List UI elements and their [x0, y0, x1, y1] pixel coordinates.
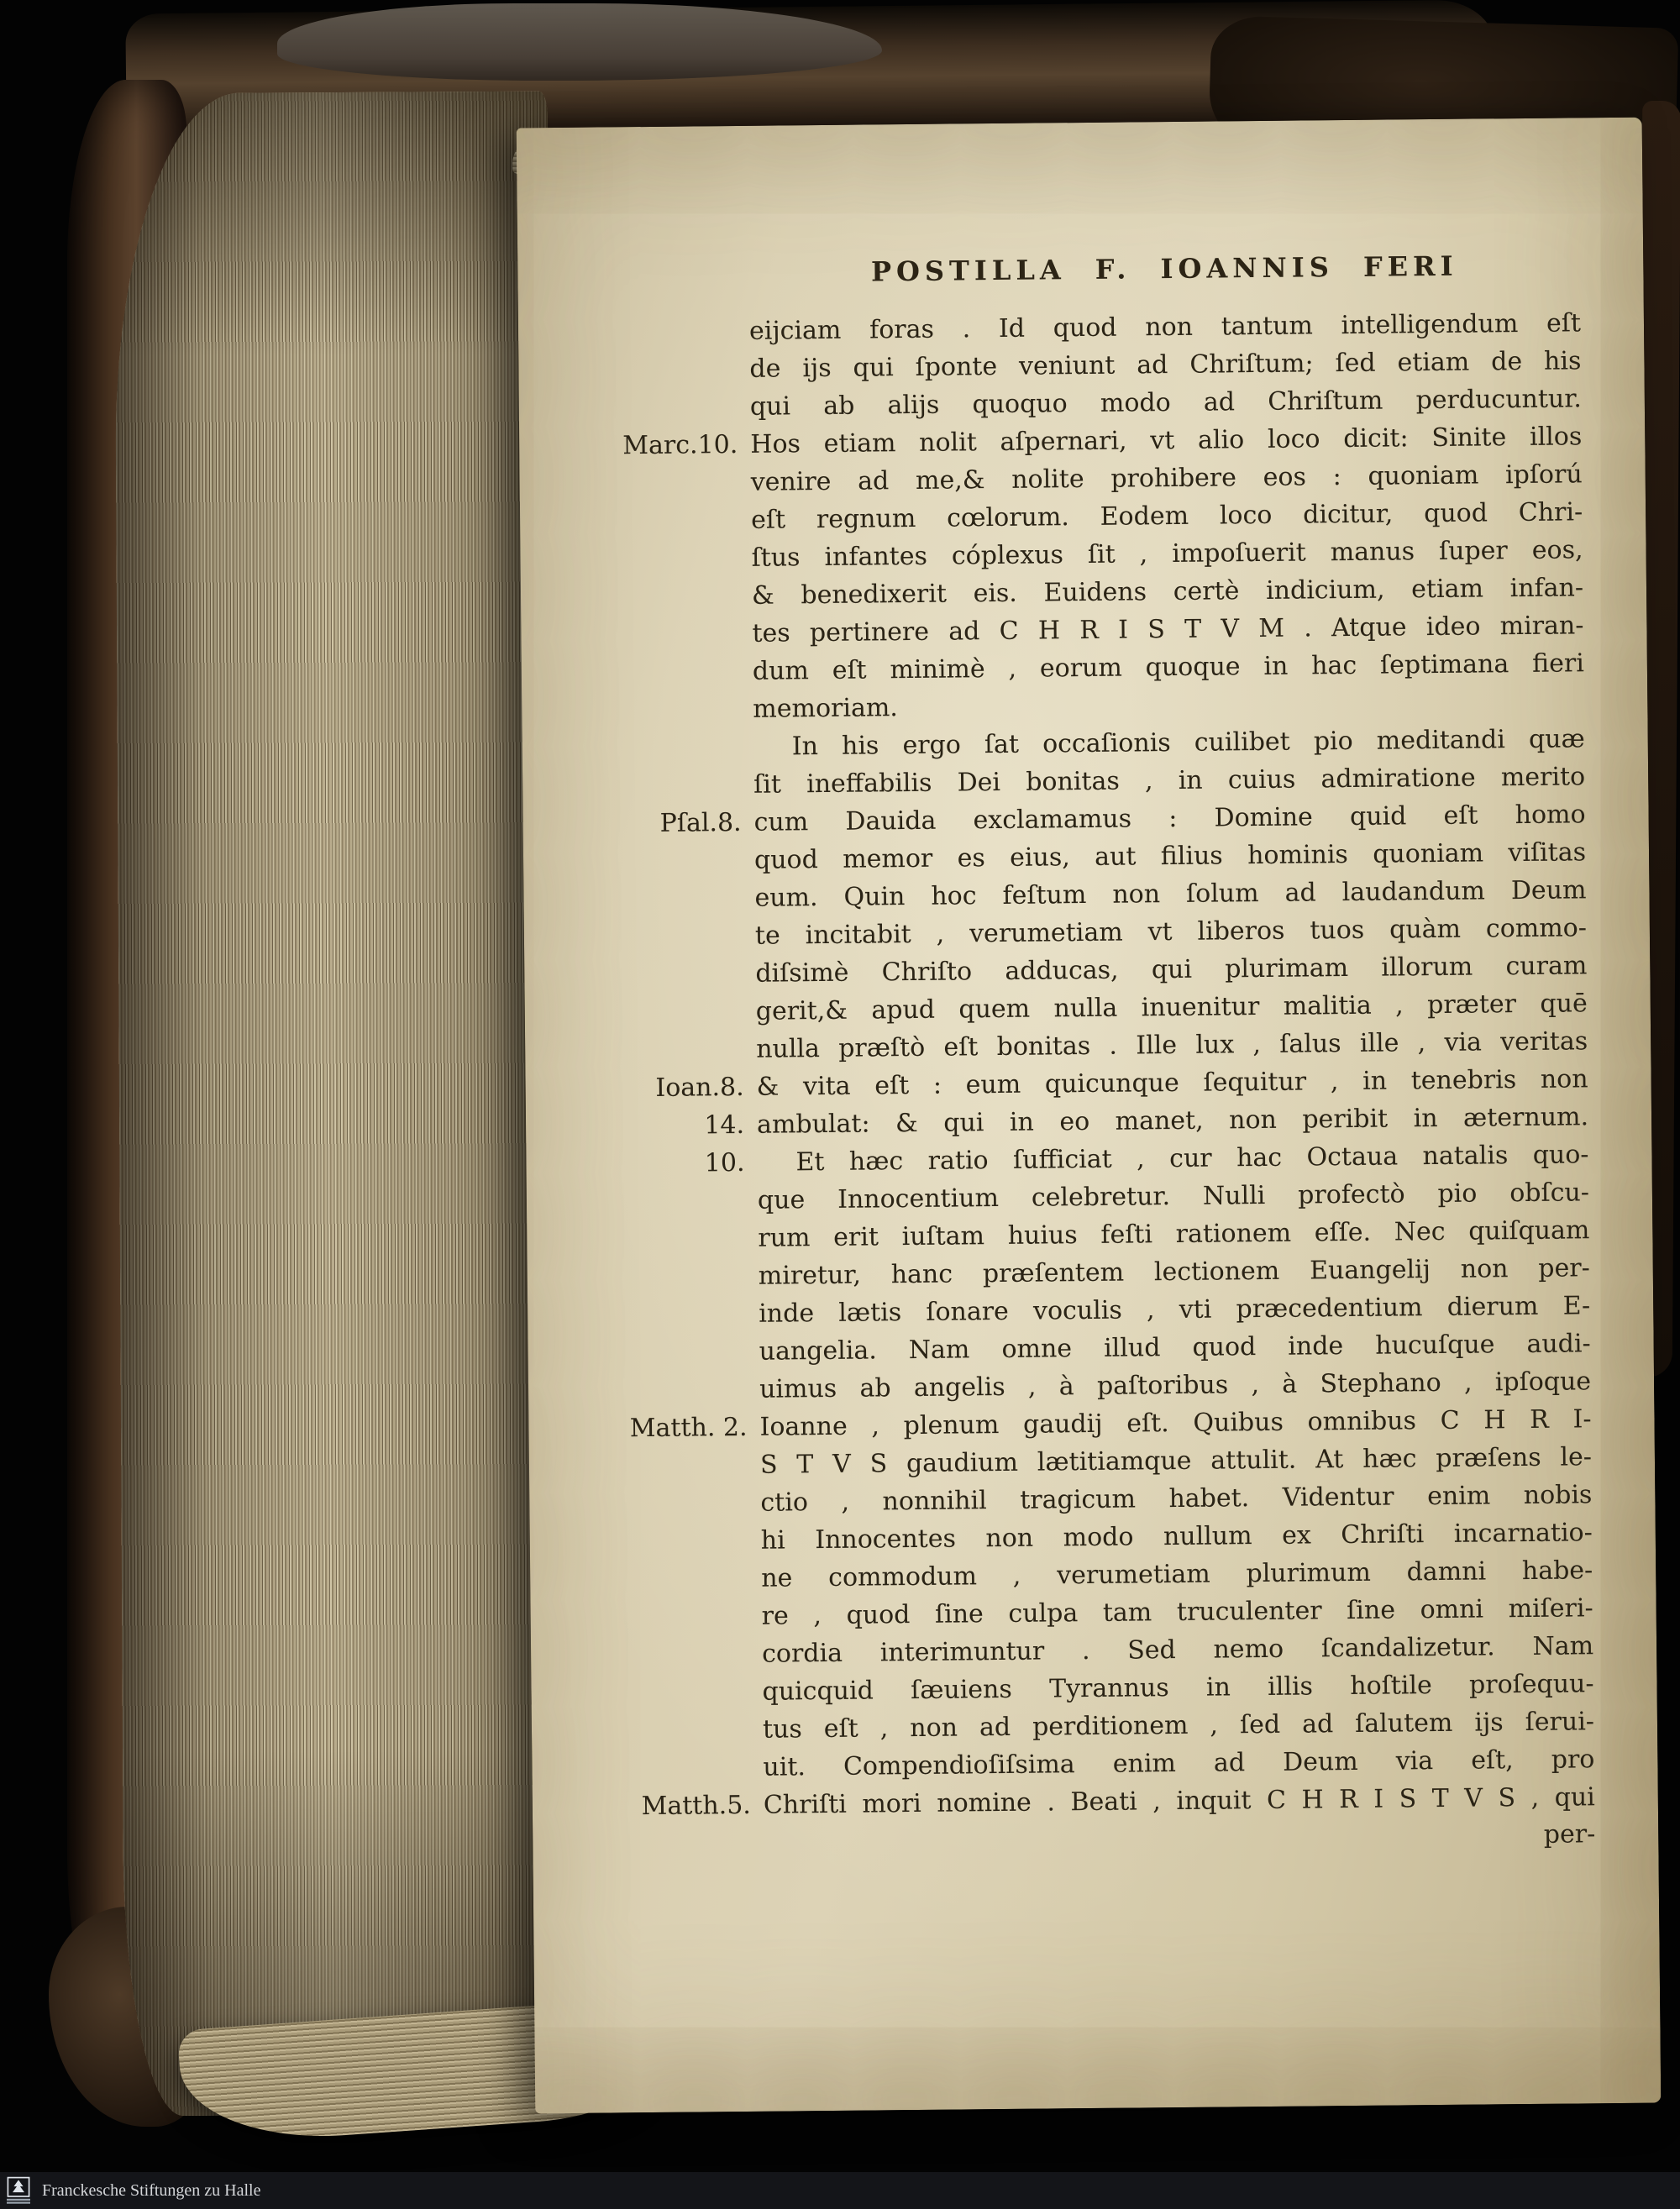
body-text-block	[749, 304, 1595, 1823]
paragraph-2-text: In his ergo ſat occaſionis cuilibet pio meditandi quæ ſit ineffabilis Dei bonitas , in cuius admiratione merito cum Dauida exclamamus : Domine quid eſt homo quod memor es eius, aut filius hominis quoniam viſitas eum. Quin hoc feſtum non ſolum ad laudandum Deum te incitabit , verumetiam vt liberos tuos quàm commo- diſsimè Chriſto adducas, qui plurimam illorum curam gerit,& apud quem nulla inuenitur malitia , præter quē nulla præſtò eſt bonitas . Ille lux , ſalus ille , via veritas & vita eſt : eum quicunque ſequitur , in tenebris non ambulat: & qui in eo manet, non peribit in æternum.	[753, 724, 1589, 1140]
margin-note-10: 10.	[704, 1147, 745, 1178]
paragraph-1	[749, 304, 1585, 727]
watermark-bar	[0, 2172, 1680, 2209]
paragraph-3	[757, 1136, 1595, 1823]
margin-note-14: 14.	[704, 1110, 745, 1141]
paragraph-3-text: Et hæc ratio ſufficiat , cur hac Octaua natalis quo- que Innocentium celebretur. Nulli profectò pio obſcu- rum erit iuſtam huius feſti rationem eſſe. Nec quiſquam miretur, hanc præſentem lectionem Euangelij non per- inde lætis ſonare voculis , vti præcedentium dierum E- uangelia. Nam omne illud quod inde hucuſque audi- uimus ab angelis , à paſtoribus , à Stephano , ipſoque Ioanne , plenum gaudij eſt. Quibus omnibus C H R I- S T V S gaudium lætitiamque attulit. At hæc præſens le- ctio , nonnihil tragicum habet. Videntur enim nobis hi Innocentes non modo nullum ex Chriſti incarnatio- ne commodum , verumetiam plurimum damni habe- re , quod ſine culpa tam truculenter ſine omni miſeri- cordia interimuntur . Sed nemo ſcandalizetur. Nam quicquid ſæuiens Tyrannus in illis hoſtile proſequu- tus eſt , non ad perditionem , ſed ad ſalutem ijs ſerui- uit. Compendioſiſsima enim ad Deum via eſt, pro Chriſti mori nomine . Beati , inquit C H R I S T V S , qui	[757, 1140, 1595, 1820]
running-title: POSTILLA F. IOANNIS FERI	[870, 249, 1458, 288]
margin-note-psal-8: Pſal.8.	[659, 807, 742, 838]
margin-note-matth-5: Matth.5.	[641, 1790, 752, 1822]
margin-note-marc-10: Marc.10.	[622, 429, 738, 461]
paragraph-1-text: eijciam foras . Id quod non tantum intelligendum eſt de ijs qui ſponte veniunt ad Chriſtum; ſed etiam de his qui ab alijs quoquo modo ad Chriſtum perducuntur. Hos etiam nolit aſpernari, vt alio loco dicit: Sinite illos venire ad me,& nolite prohibere eos : quoniam ipſorú eſt regnum cœlorum. Eodem loco dicitur, quod Chri- ſtus infantes cóplexus ſit , impoſuerit manus ſuper eos, & benedixerit eis. Euidens certè indicium, etiam infan- tes pertinere ad C H R I S T V M . Atque ideo miran- dum eſt minimè , eorum quoque in hac ſeptimana fieri	[748, 308, 1585, 686]
book-page	[517, 118, 1662, 2114]
franckesche-stiftungen-logo-icon	[7, 2176, 30, 2205]
page-edges-fan	[114, 92, 559, 2117]
catchword: per-	[1543, 1819, 1596, 1850]
margin-note-ioan-8: Ioan.8.	[655, 1072, 744, 1103]
margin-note-matth-2: Matth. 2.	[629, 1412, 748, 1444]
paragraph-2	[753, 720, 1589, 1143]
paragraph-1-last-line: memoriam.	[753, 693, 899, 724]
institution-label: Franckesche Stiftungen zu Halle	[42, 2180, 261, 2200]
